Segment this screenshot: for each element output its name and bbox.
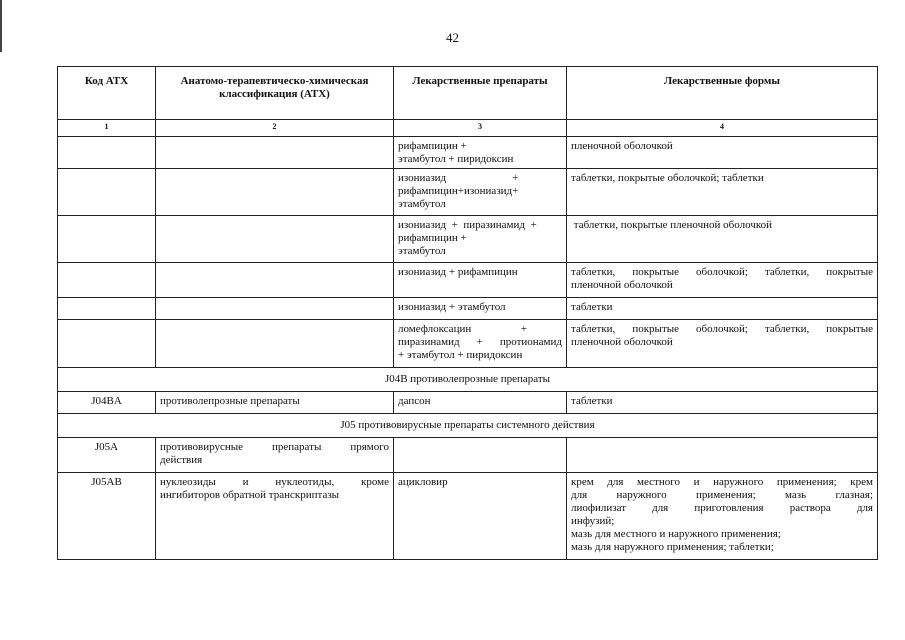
- table-row: [58, 320, 878, 368]
- drug-cell: [394, 137, 567, 169]
- code-cell: [58, 263, 156, 298]
- code-cell: J05AB: [58, 473, 156, 560]
- form-cell: [567, 263, 878, 298]
- drug-line: этамбутол: [398, 198, 446, 210]
- section-row: [58, 368, 878, 392]
- code-cell: [58, 298, 156, 320]
- drug-cell: [394, 216, 567, 263]
- form-line: мазь для местного и наружного применения;: [571, 528, 781, 540]
- column-number: 4: [567, 120, 878, 137]
- class-cell: [156, 137, 394, 169]
- section-row: [58, 414, 878, 438]
- drug-line: изониазид + этамбутол: [398, 301, 506, 313]
- form-cell: [567, 473, 878, 560]
- table-row: [58, 298, 878, 320]
- class-cell: [156, 320, 394, 368]
- drug-line: рифампицин+изониазид+: [398, 185, 519, 197]
- drug-line: изониазид + рифампицин: [398, 266, 518, 278]
- drug-line: этамбутол + пиридоксин: [398, 153, 514, 165]
- table-row: [58, 263, 878, 298]
- class-line: нуклеозиды и нуклеотиды, кроме: [160, 476, 389, 488]
- class-cell: [156, 263, 394, 298]
- form-cell: [567, 320, 878, 368]
- form-line: таблетки: [571, 301, 613, 313]
- form-line: пленочной оболочкой: [571, 336, 673, 348]
- code-cell: J05A: [58, 438, 156, 473]
- section-title-j05: J05 противовирусные препараты системного действия: [58, 414, 878, 438]
- form-cell: таблетки: [567, 392, 878, 414]
- class-cell: [156, 438, 394, 473]
- drug-cell: [394, 320, 567, 368]
- drug-line: изониазид + пиразинамид +: [398, 219, 537, 231]
- table-row: [58, 169, 878, 216]
- class-cell: [156, 298, 394, 320]
- table-row: [58, 438, 878, 473]
- drug-cell: [394, 438, 567, 473]
- header-classification: Анатомо-терапевтическо-химическая классификация (АТХ): [156, 67, 394, 120]
- drug-line: рифампицин +: [398, 232, 467, 244]
- drug-cell: ацикловир: [394, 473, 567, 560]
- form-line: таблетки, покрытые пленочной оболочкой: [571, 219, 773, 231]
- drug-line: изониазид +: [398, 172, 519, 184]
- page-number: 42: [446, 30, 459, 45]
- class-cell: [156, 216, 394, 263]
- class-line: действия: [160, 454, 203, 466]
- code-cell: [58, 320, 156, 368]
- column-number-row: [58, 120, 878, 137]
- column-number: 2: [156, 120, 394, 137]
- code-cell: [58, 137, 156, 169]
- class-line: ингибиторов обратной транскриптазы: [160, 489, 340, 501]
- form-line: крем для местного и наружного применения; крем: [571, 476, 873, 488]
- form-line: таблетки, покрытые оболочкой; таблетки, покрытые: [571, 266, 873, 278]
- table-row: [58, 473, 878, 560]
- drug-line: + этамбутол + пиридоксин: [398, 349, 523, 361]
- form-line: таблетки, покрытые оболочкой; таблетки: [571, 172, 764, 184]
- drug-cell: [394, 263, 567, 298]
- form-cell: [567, 216, 878, 263]
- header-code: Код ATX: [58, 67, 156, 120]
- form-line: мазь для наружного применения; таблетки;: [571, 541, 774, 553]
- drug-line: ломефлоксацин +: [398, 323, 527, 335]
- drug-cell: [394, 169, 567, 216]
- drug-line: пиразинамид + протионамид: [398, 336, 562, 348]
- form-line: таблетки, покрытые оболочкой; таблетки, покрытые: [571, 323, 873, 335]
- form-cell: [567, 169, 878, 216]
- header-forms: Лекарственные формы: [567, 67, 878, 120]
- form-line: для наружного применения; мазь глазная;: [571, 489, 873, 501]
- class-cell: [156, 473, 394, 560]
- table-row: [58, 392, 878, 414]
- table-row: [58, 216, 878, 263]
- atx-table: [57, 66, 878, 560]
- class-cell: противолепрозные препараты: [156, 392, 394, 414]
- header-drugs: Лекарственные препараты: [394, 67, 567, 120]
- column-number: 3: [394, 120, 567, 137]
- code-cell: [58, 216, 156, 263]
- form-cell: [567, 137, 878, 169]
- form-line: пленочной оболочкой: [571, 140, 673, 152]
- code-cell: J04BA: [58, 392, 156, 414]
- drug-line: рифампицин +: [398, 140, 467, 152]
- class-line: противовирусные препараты прямого: [160, 441, 389, 453]
- class-cell: [156, 169, 394, 216]
- table-row: [58, 137, 878, 169]
- code-cell: [58, 169, 156, 216]
- drug-cell: дапсон: [394, 392, 567, 414]
- form-line: лиофилизат для приготовления раствора для: [571, 502, 873, 514]
- header-row: [58, 67, 878, 120]
- column-number: 1: [58, 120, 156, 137]
- form-cell: [567, 438, 878, 473]
- drug-cell: [394, 298, 567, 320]
- form-cell: [567, 298, 878, 320]
- form-line: инфузий;: [571, 515, 615, 527]
- section-title-j04b: J04B противолепрозные препараты: [58, 368, 878, 392]
- form-line: пленочной оболочкой: [571, 279, 673, 291]
- drug-line: этамбутол: [398, 245, 446, 257]
